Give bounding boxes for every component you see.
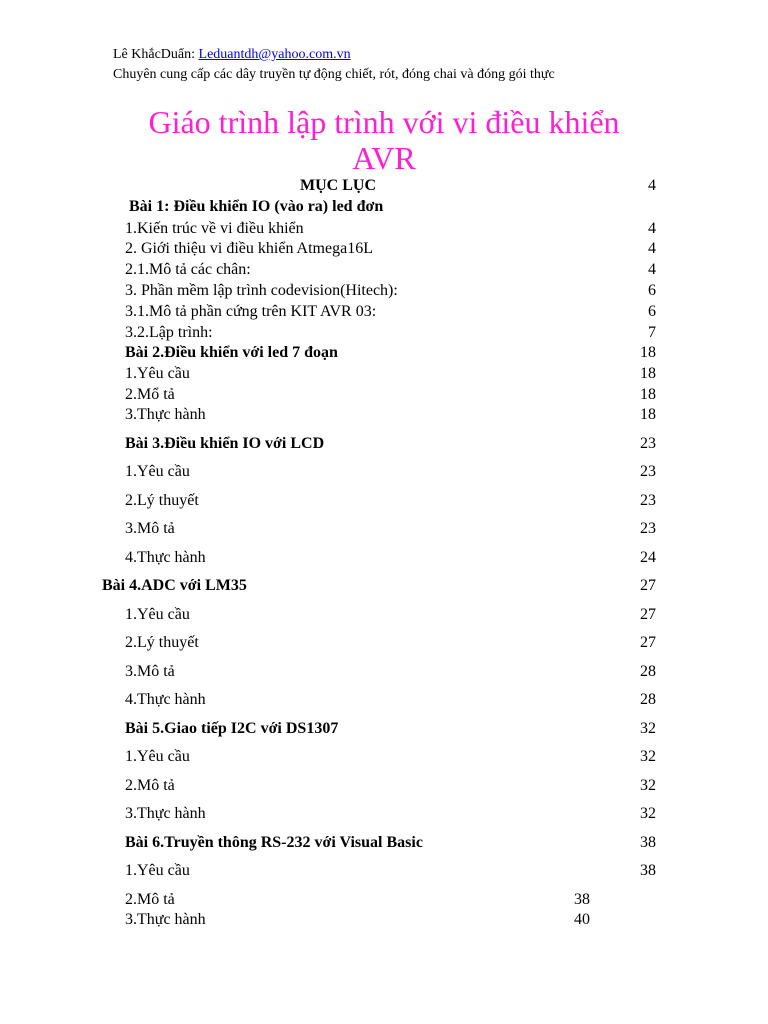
toc-entry-label: 1.Yêu cầu (125, 606, 190, 623)
toc-entry-label: 1.Yêu cầu (125, 862, 190, 879)
toc-entry-label: Bài 3.Điều khiển IO với LCD (125, 435, 325, 452)
toc-entry-page: 32 (640, 777, 656, 794)
toc-entry-page: 6 (648, 303, 656, 320)
toc-entry-label: Bài 4.ADC với LM35 (102, 577, 247, 594)
toc-entry-page: 38 (574, 891, 590, 908)
toc-entry-page: 18 (640, 386, 656, 403)
toc-entry-label: 3.2.Lập trình: (125, 324, 213, 341)
toc-entry-page: 38 (640, 862, 656, 879)
toc-entry-page: 6 (648, 282, 656, 299)
toc-entry-page: 28 (640, 663, 656, 680)
toc-entry-page: 23 (640, 435, 656, 452)
toc-entry-page: 32 (640, 805, 656, 822)
toc-entry-label: 4.Thực hành (125, 691, 206, 708)
toc-entry-label: 2.Lý thuyết (125, 492, 199, 509)
toc-entry-label: 3. Phần mềm lập trình codevision(Hitech): (125, 282, 398, 299)
toc-entry-label: 2.Mô tả (125, 891, 175, 908)
toc-entry-page: 27 (640, 577, 656, 594)
toc-entry-page: 4 (648, 240, 656, 257)
toc-entry-label: Bài 1: Điều khiển IO (vào ra) led đơn (129, 198, 384, 215)
toc-entry-page: 18 (640, 365, 656, 382)
toc-entry-page: 18 (640, 344, 656, 361)
toc-entry-page: 40 (574, 911, 590, 928)
toc-entry-page: 4 (648, 220, 656, 237)
toc-entry-label: 2.1.Mô tả các chân: (125, 261, 251, 278)
toc-entry-label: Bài 5.Giao tiếp I2C với DS1307 (125, 720, 339, 737)
toc-entry-label: Bài 6.Truyền thông RS-232 với Visual Basic (125, 834, 423, 851)
toc-entry-label: 2.Mô tả (125, 777, 175, 794)
toc-entry-page: 23 (640, 520, 656, 537)
title-line-2: AVR (352, 140, 416, 176)
toc-entry-page: 23 (640, 492, 656, 509)
toc-entry-label: 1.Yêu cầu (125, 365, 190, 382)
toc-entry-label: 3.Thực hành (125, 911, 206, 928)
tagline: Chuyên cung cấp các dây truyền tự động chiết, rót, đóng chai và đóng gói thực (113, 67, 555, 82)
toc-entry-page: 4 (648, 261, 656, 278)
toc-entry-page: 23 (640, 463, 656, 480)
toc-entry-label: 3.Mô tả (125, 520, 175, 537)
toc-entry-label: 3.Thực hành (125, 406, 206, 423)
toc-entry-page: 32 (640, 748, 656, 765)
toc-entry-label: 1.Yêu cầu (125, 463, 190, 480)
toc-entry-label: Bài 2.Điều khiển với led 7 đoạn (125, 344, 338, 361)
toc-entry-label: 2.Lý thuyết (125, 634, 199, 651)
toc-entry-label: 3.1.Mô tả phần cứng trên KIT AVR 03: (125, 303, 377, 320)
toc-heading: MỤC LỤC (300, 177, 376, 194)
author-name: Lê KhắcDuẩn: (113, 47, 199, 62)
email-link[interactable]: Leduantdh@yahoo.com.vn (198, 47, 351, 62)
toc-entry-page: 18 (640, 406, 656, 423)
toc-entry-label: 2. Giới thiệu vi điều khiển Atmega16L (125, 240, 373, 257)
title-line-1: Giáo trình lập trình với vi điều khiển (148, 104, 620, 140)
toc-entry-page: 7 (648, 324, 656, 341)
toc-entry-page: 28 (640, 691, 656, 708)
toc-entry-page: 32 (640, 720, 656, 737)
toc-entry-label: 2.Mổ tả (125, 386, 175, 403)
toc-entry-label: 3.Thực hành (125, 805, 206, 822)
toc-entry-label: 3.Mô tả (125, 663, 175, 680)
toc-entry-label: 4.Thực hành (125, 549, 206, 566)
toc-entry-label: 1.Yêu cầu (125, 748, 190, 765)
toc-entry-page: 24 (640, 549, 656, 566)
toc-entry-label: 1.Kiến trúc về vi điều khiển (125, 220, 304, 237)
toc-entry-page: 38 (640, 834, 656, 851)
toc-entry-page: 27 (640, 606, 656, 623)
toc-entry-page: 27 (640, 634, 656, 651)
toc-heading-page: 4 (648, 177, 656, 194)
